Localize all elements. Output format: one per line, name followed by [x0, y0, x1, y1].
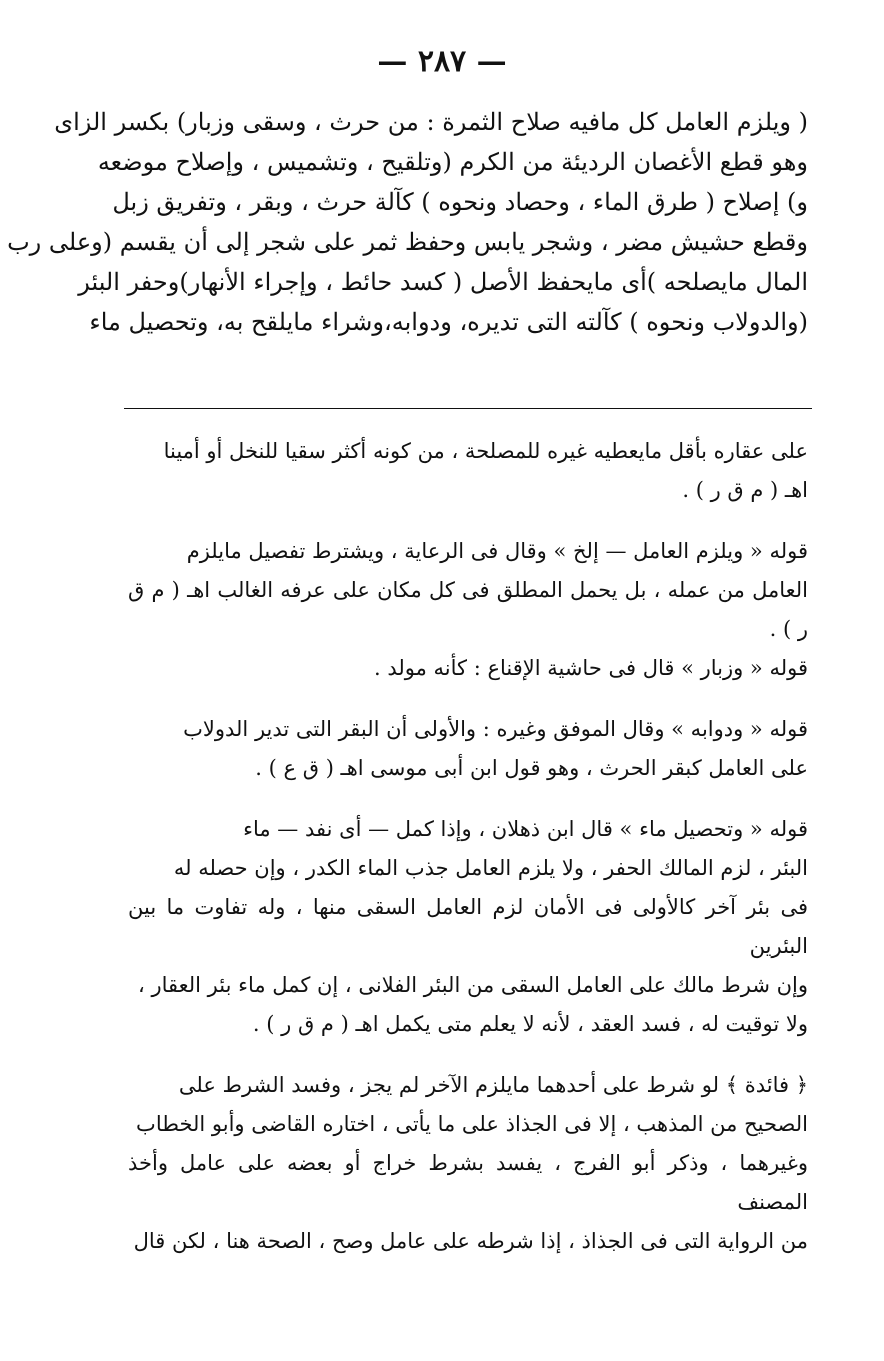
footnote-line: وإن شرط مالك على العامل السقى من البئر الفلانى ، إن كمل ماء بئر العقار ، [137, 973, 808, 997]
footnote-line: اهـ ( م ق ر ) . [682, 478, 808, 502]
footnotes [128, 432, 808, 1283]
footnote-faida [128, 1066, 808, 1261]
footnote-yalzam-al-amil [128, 532, 808, 688]
footnote-line: فى بئر آخر كالأولى فى الأمان لزم العامل السقى منها ، وله تفاوت ما بين البئرين [128, 895, 808, 958]
footnote-line: على عقاره بأقل مايعطيه غيره للمصلحة ، من كونه أكثر سقيا للنخل أو أمينا [163, 439, 808, 463]
footnote-line: العامل من عمله ، بل يحمل المطلق فى كل مكان على عرفه الغالب اهـ ( م ق ر ) . [128, 578, 808, 641]
footnote-tahsil-ma [128, 810, 808, 1044]
page-number: — ٢٨٧ — [377, 44, 507, 79]
main-text-line: المال مايصلحه )أى مايحفظ الأصل ( كسد حائط ، وإجراء الأنهار)وحفر البئر [78, 268, 808, 296]
footnote-line: الصحيح من المذهب ، إلا فى الجذاذ على ما يأتى ، اختاره القاضى وأبو الخطاب [136, 1112, 808, 1136]
main-text-line: و) إصلاح ( طرق الماء ، وحصاد ونحوه ) كآلة حرث ، وبقر ، وتفريق زبل [112, 188, 808, 216]
footnote-line: ولا توقيت له ، فسد العقد ، لأنه لا يعلم متى يكمل اهـ ( م ق ر ) . [252, 1012, 808, 1036]
main-text-line: وهو قطع الأغصان الرديئة من الكرم (وتلقيح ، وتشميس ، وإصلاح موضعه [97, 148, 808, 176]
footnote-line: قوله « وزبار » قال فى حاشية الإقناع : كأنه مولد . [373, 656, 808, 680]
footnote-divider [124, 408, 812, 409]
footnote-line: ﴿ فائدة ﴾ لو شرط على أحدهما مايلزم الآخر لم يجز ، وفسد الشرط على [178, 1073, 808, 1097]
main-text-line: وقطع حشيش مضر ، وشجر يابس وحفظ ثمر على شجر إلى أن يقسم (وعلى رب [7, 228, 808, 256]
footnote-continuation [128, 432, 808, 510]
footnote-line: على العامل كبقر الحرث ، وهو قول ابن أبى موسى اهـ ( ق ع ) . [255, 756, 808, 780]
footnote-line: قوله « ودوابه » وقال الموفق وغيره : والأولى أن البقر التى تدير الدولاب [183, 717, 808, 741]
footnote-line: قوله « ويلزم العامل — إلخ » وقال فى الرعاية ، ويشترط تفصيل مايلزم [186, 539, 808, 563]
main-text-line: ( ويلزم العامل كل مافيه صلاح الثمرة : من حرث ، وسقى وزبار) بكسر الزاى [54, 108, 808, 136]
footnote-line: من الرواية التى فى الجذاذ ، إذا شرطه على عامل وصح ، الصحة هنا ، لكن قال [133, 1229, 808, 1253]
footnote-dawabbuh [128, 710, 808, 788]
main-text-line: (والدولاب ونحوه ) كآلته التى تديره، ودوابه،وشراء مايلقح به، وتحصيل ماء [89, 308, 808, 336]
footnote-line: قوله « وتحصيل ماء » قال ابن ذهلان ، وإذا كمل — أى نفد — ماء [243, 817, 808, 841]
footnote-line: البئر ، لزم المالك الحفر ، ولا يلزم العامل جذب الماء الكدر ، وإن حصله له [173, 856, 808, 880]
main-text [7, 102, 808, 342]
footnote-line: وغيرهما ، وذكر أبو الفرج ، يفسد بشرط خراج أو بعضه على عامل وأخذ المصنف [128, 1151, 808, 1214]
